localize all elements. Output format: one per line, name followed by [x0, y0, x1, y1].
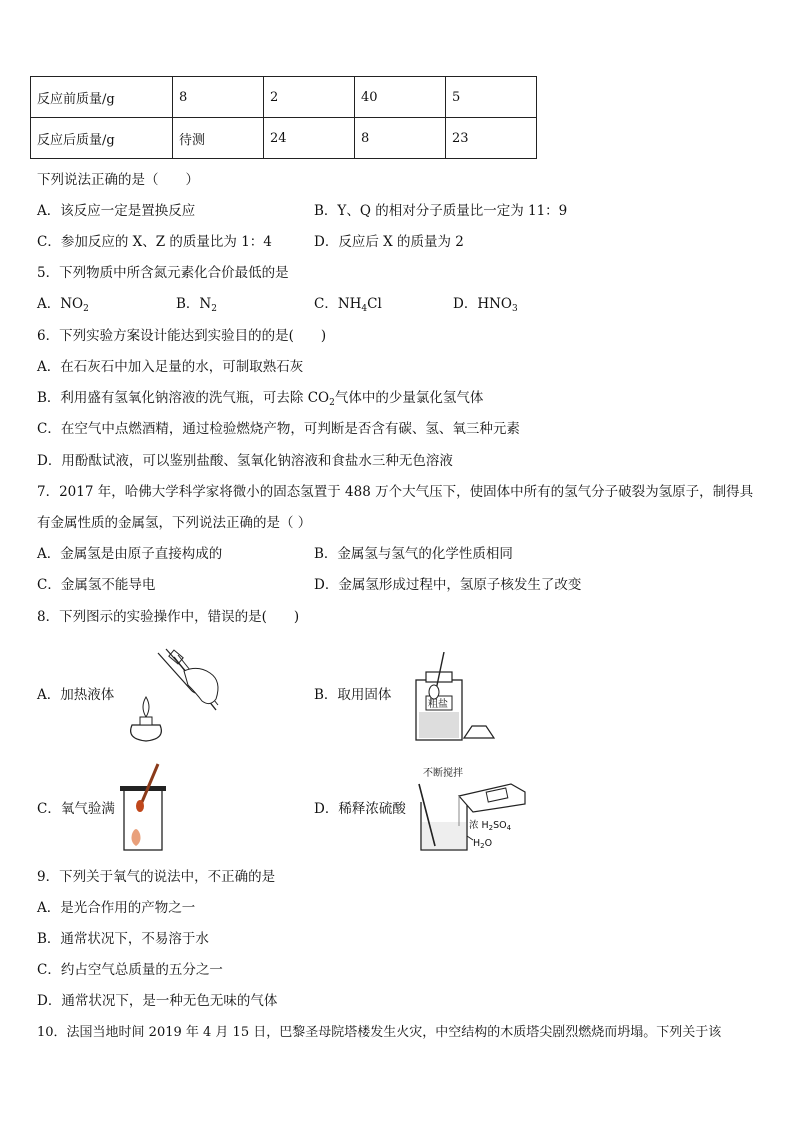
table-row — [31, 77, 537, 118]
oxygen-test-figure — [118, 762, 168, 854]
table-cell: 40 — [355, 77, 446, 118]
q5-a-text: A．NO — [37, 296, 84, 312]
q5-option-c — [314, 292, 382, 312]
q5-c-text: C．NH — [314, 296, 362, 312]
coarse-salt-label: 粗盐 — [428, 699, 448, 710]
take-solid-figure — [410, 652, 500, 744]
q5-option-a — [37, 292, 89, 312]
table-cell: 24 — [264, 118, 355, 159]
q5-stem: 5．下列物质中所含氮元素化合价最低的是 — [37, 265, 289, 281]
mass-table — [30, 76, 537, 159]
table-cell: 反应前质量/g — [31, 77, 173, 118]
q5-d-sub: 3 — [511, 304, 518, 314]
q6-option-a: A．在石灰石中加入足量的水，可制取熟石灰 — [37, 359, 304, 375]
q9-stem: 9．下列关于氧气的说法中，不正确的是 — [37, 869, 276, 885]
alcohol-lamp-icon — [131, 697, 162, 741]
gas-bottle-icon — [120, 786, 166, 850]
q4-option-d: D．反应后 X 的质量为 2 — [314, 234, 464, 250]
acid-label-sub2: 4 — [506, 824, 512, 832]
q8-option-b: B．取用固体 — [314, 687, 392, 703]
q6-b-text-post: 气体中的少量氯化氢气体 — [334, 390, 484, 406]
q8-option-a: A．加热液体 — [37, 687, 115, 703]
hand-icon — [184, 668, 218, 703]
dilute-acid-figure — [415, 766, 535, 854]
q5-a-sub: 2 — [83, 304, 89, 314]
table-cell: 5 — [446, 77, 537, 118]
table-cell: 23 — [446, 118, 537, 159]
stopper-icon — [464, 726, 494, 738]
acid-label — [469, 819, 512, 832]
table-row — [31, 118, 537, 159]
q5-c-sub: 4 — [361, 304, 368, 314]
q6-b-sub: 2 — [329, 398, 335, 408]
water-label — [473, 838, 492, 850]
table-cell: 2 — [264, 77, 355, 118]
q9-option-c: C．约占空气总质量的五分之一 — [37, 962, 223, 978]
table-cell: 待测 — [173, 118, 264, 159]
table-cell: 8 — [173, 77, 264, 118]
table-cell: 8 — [355, 118, 446, 159]
water-label-sub: 2 — [480, 842, 485, 850]
beaker-icon — [421, 802, 467, 850]
q5-c-text-post: Cl — [367, 296, 382, 312]
q9-option-d: D．通常状况下，是一种无色无味的气体 — [37, 993, 278, 1009]
q7-option-d: D．金属氢形成过程中，氢原子核发生了改变 — [314, 577, 582, 593]
stir-label: 不断搅拌 — [423, 768, 463, 779]
q8-option-d: D．稀释浓硫酸 — [314, 801, 406, 817]
q4-option-c: C．参加反应的 X、Z 的质量比为 1：4 — [37, 234, 272, 250]
q6-b-text: B．利用盛有氢氧化钠溶液的洗气瓶，可去除 CO — [37, 390, 330, 406]
q4-option-b: B．Y、Q 的相对分子质量比一定为 11：9 — [314, 203, 568, 219]
q5-d-text: D．HNO — [453, 296, 512, 312]
q4-option-a: A．该反应一定是置换反应 — [37, 203, 196, 219]
q4-stem: 下列说法正确的是（ ） — [37, 172, 199, 188]
water-label-post: O — [484, 838, 493, 849]
acid-label-pre: 浓 H — [469, 820, 489, 831]
q6-option-b — [37, 386, 483, 406]
q10-stem: 10．法国当地时间 2019 年 4 月 15 日，巴黎圣母院塔楼发生火灾，中空结构的木质塔尖剧烈燃烧而坍塌。下列关于该 — [37, 1025, 722, 1040]
q6-stem: 6．下列实验方案设计能达到实验目的的是( ) — [37, 328, 327, 344]
q5-option-d — [453, 292, 518, 312]
q9-option-a: A．是光合作用的产物之一 — [37, 900, 196, 916]
q6-option-d: D．用酚酞试液，可以鉴别盐酸、氢氧化钠溶液和食盐水三种无色溶液 — [37, 453, 453, 469]
heating-liquid-figure — [118, 645, 228, 745]
q8-stem: 8．下列图示的实验操作中，错误的是( ) — [37, 609, 300, 625]
q5-b-text: B．N — [176, 296, 212, 312]
q6-option-c: C．在空气中点燃酒精，通过检验燃烧产物，可判断是否含有碳、氢、氧三种元素 — [37, 421, 520, 437]
water-label-pre: H — [473, 838, 481, 849]
q7-stem-line2: 有金属性质的金属氢，下列说法正确的是（ ） — [37, 515, 312, 531]
q8-option-c: C．氧气验满 — [37, 801, 115, 817]
q5-b-sub: 2 — [211, 304, 217, 314]
table-cell: 反应后质量/g — [31, 118, 173, 159]
q9-option-b: B．通常状况下，不易溶于水 — [37, 931, 209, 947]
q7-option-c: C．金属氢不能导电 — [37, 577, 156, 593]
q5-option-b — [176, 292, 217, 312]
q7-option-b: B．金属氢与氢气的化学性质相同 — [314, 546, 513, 562]
q7-option-a: A．金属氢是由原子直接构成的 — [37, 546, 223, 562]
q7-stem-line1: 7．2017 年，哈佛大学科学家将微小的固态氢置于 488 万个大气压下，使固体中所有的氢气分子破裂为氢原子，制得具 — [37, 484, 754, 500]
acid-label-sub1: 2 — [488, 824, 494, 832]
acid-label-mid: SO — [493, 820, 507, 831]
